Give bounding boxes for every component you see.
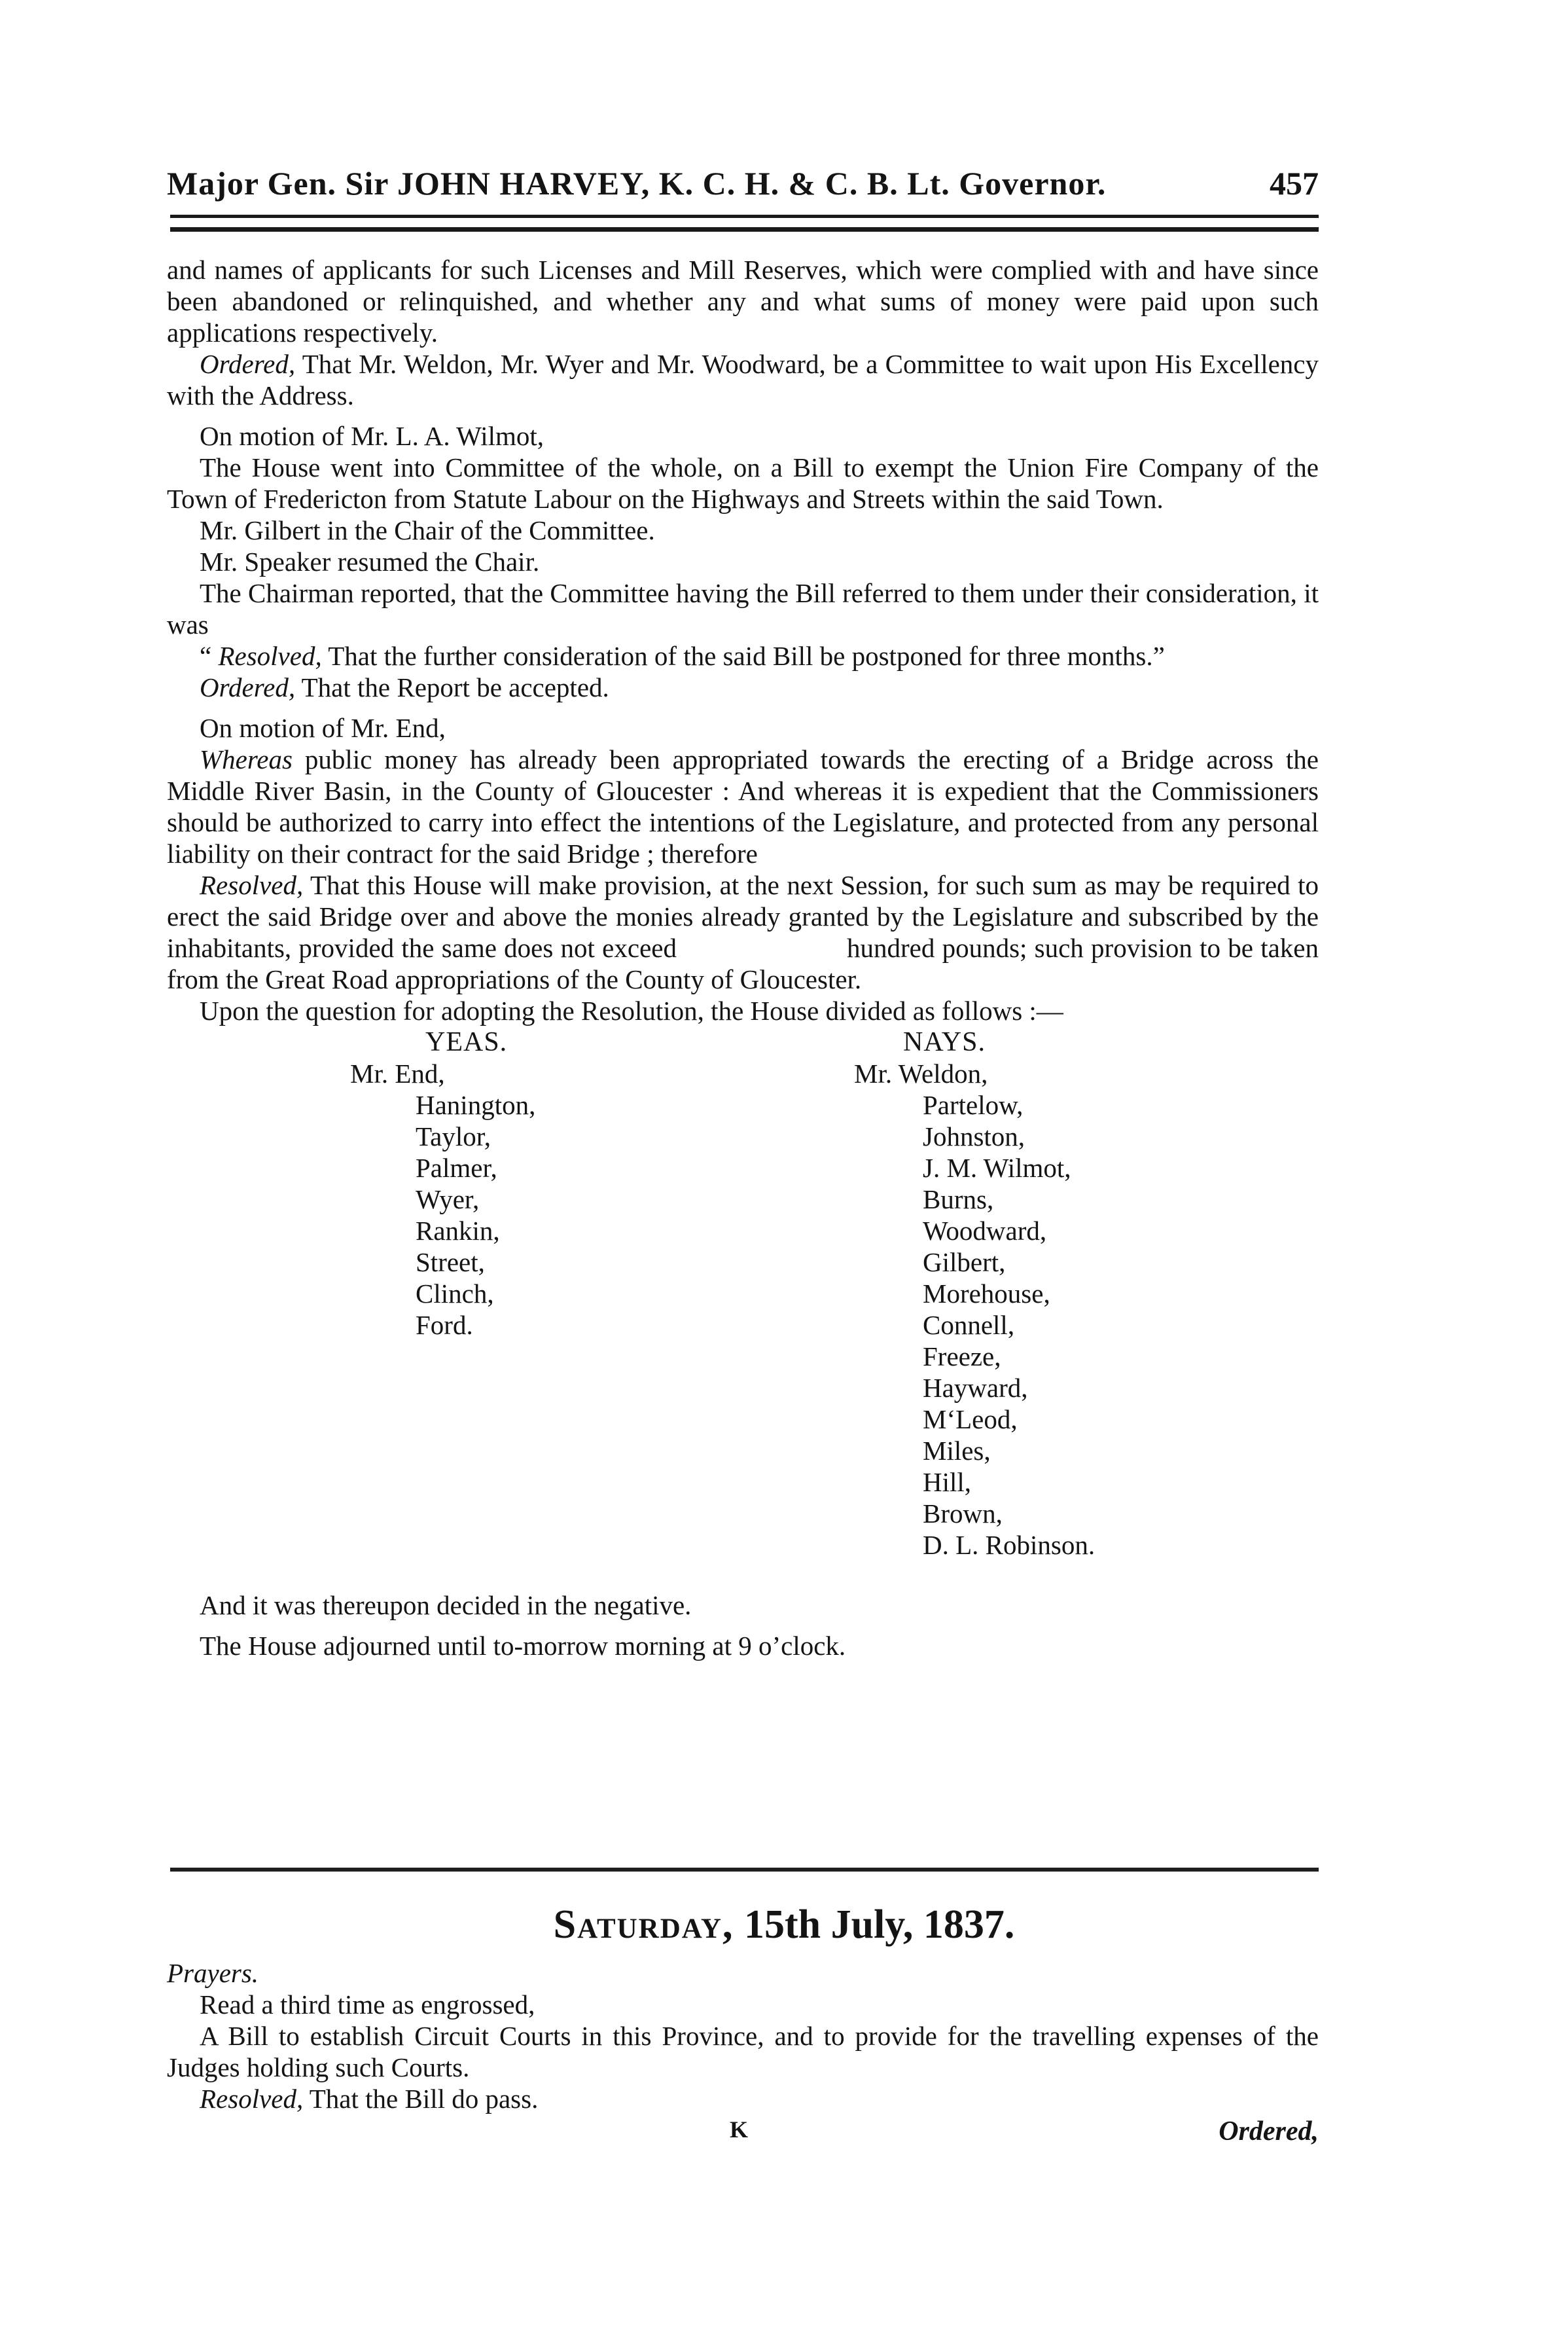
page-footer bbox=[167, 2116, 1319, 2148]
day-date: 15th July, 1837. bbox=[734, 1902, 1015, 1947]
paragraph-third-reading: Read a third time as engrossed, bbox=[200, 1989, 535, 2020]
ordered-label: Ordered, bbox=[200, 672, 296, 702]
ordered-label: Ordered, bbox=[200, 349, 296, 379]
paragraph-division-question: Upon the question for adopting the Resolution, the House divided as follows :— bbox=[200, 996, 1063, 1026]
resolved-label: Resolved, bbox=[200, 870, 304, 900]
nay-member: D. L. Robinson. bbox=[923, 1530, 1096, 1560]
page-number: 457 bbox=[1270, 165, 1319, 202]
yea-member: Hanington, bbox=[416, 1090, 536, 1120]
yea-member: Street, bbox=[416, 1247, 485, 1277]
nays-column bbox=[854, 1058, 1095, 1561]
nay-member: Partelow, bbox=[923, 1090, 1024, 1120]
nay-member: Gilbert, bbox=[923, 1247, 1006, 1277]
resolved-label: Resolved, bbox=[200, 2084, 304, 2114]
paragraph-negative: And it was thereupon decided in the negative. bbox=[200, 1590, 692, 1620]
nay-member: Miles, bbox=[923, 1436, 991, 1466]
paragraph-motion-wilmot: On motion of Mr. L. A. Wilmot, bbox=[200, 421, 544, 451]
paragraph-chair: Mr. Gilbert in the Chair of the Committee. bbox=[200, 515, 655, 545]
header-double-rule bbox=[170, 215, 1319, 232]
nay-member: Brown, bbox=[923, 1498, 1003, 1529]
yea-member: Clinch, bbox=[416, 1278, 494, 1309]
signature-mark: K bbox=[730, 2116, 749, 2143]
nay-member: Morehouse, bbox=[923, 1278, 1050, 1309]
day-name: Saturday, bbox=[553, 1902, 734, 1947]
paragraph-bill-pass: Resolved, That the Bill do pass. bbox=[200, 2084, 539, 2114]
paragraph-resolved-postpone: “ Resolved, That the further consideration of the said Bill be postponed for three months.” bbox=[200, 641, 1165, 671]
paragraph-motion-end: On motion of Mr. End, bbox=[200, 713, 446, 743]
nay-member: M‘Leod, bbox=[923, 1404, 1018, 1434]
nay-member: Connell, bbox=[923, 1310, 1015, 1340]
resolved-label: Resolved, bbox=[218, 641, 322, 671]
nay-member: Burns, bbox=[923, 1184, 994, 1214]
yea-member: Taylor, bbox=[416, 1121, 491, 1151]
yeas-heading: YEAS. bbox=[425, 1027, 508, 1057]
paragraph-chairman-report: The Chairman reported, that the Committee having the Bill referred to them under their consideration, it was bbox=[167, 578, 1319, 640]
nay-member: Hill, bbox=[923, 1467, 972, 1497]
yea-member: Palmer, bbox=[416, 1153, 497, 1183]
paragraph-circuit-courts-bill: A Bill to establish Circuit Courts in this Province, and to provide for the travelling expenses of the Judges holding such Courts. bbox=[167, 2021, 1319, 2082]
section-divider-rule bbox=[170, 1868, 1319, 1872]
nay-member: Mr. Weldon, bbox=[854, 1059, 988, 1089]
yea-member: Mr. End, bbox=[350, 1059, 445, 1089]
day-entries bbox=[167, 1957, 1319, 2114]
nay-member: Freeze, bbox=[923, 1341, 1001, 1371]
paragraph-ordered-committee: Ordered, That Mr. Weldon, Mr. Wyer and Mr. Woodward, be a Committee to wait upon His Excellency with the Address. bbox=[167, 349, 1319, 410]
nay-member: J. M. Wilmot, bbox=[923, 1153, 1071, 1183]
paragraph-resolved-bridge: Resolved, That this House will make provision, at the next Session, for such sum as may be required to erect the said Bridge over and above the monies already granted by the Legislature and subscribed by the inhabitants, provided the same does not exceed hundred pounds; such provision to be taken from the Great Road appropriations of the County of Gloucester. bbox=[167, 870, 1319, 994]
journal-body bbox=[167, 254, 1319, 1661]
catchword: Ordered, bbox=[1219, 2116, 1319, 2147]
paragraph-whereas: Whereas public money has already been appropriated towards the erecting of a Bridge across the Middle River Basin, in the County of Gloucester : And whereas it is expedient that the Commissioners should be authorized to carry into effect the intentions of the Legislature, and protected from any personal liability on their contract for the said Bridge ; therefore bbox=[167, 744, 1319, 869]
paragraph-ordered-report: Ordered, That the Report be accepted. bbox=[200, 672, 609, 702]
nay-member: Hayward, bbox=[923, 1373, 1028, 1403]
yeas-column bbox=[350, 1058, 535, 1341]
nays-heading: NAYS. bbox=[903, 1027, 986, 1057]
yea-member: Rankin, bbox=[416, 1216, 500, 1246]
division-list bbox=[167, 1026, 1319, 1589]
prayers-label: Prayers. bbox=[167, 1958, 259, 1988]
paragraph-speaker: Mr. Speaker resumed the Chair. bbox=[200, 547, 540, 577]
paragraph-adjourned: The House adjourned until to-morrow morning at 9 o’clock. bbox=[200, 1631, 846, 1661]
running-title: Major Gen. Sir JOHN HARVEY, K. C. H. & C. B. Lt. Governor. bbox=[167, 165, 1107, 202]
yea-member: Wyer, bbox=[416, 1184, 480, 1214]
nay-member: Woodward, bbox=[923, 1216, 1047, 1246]
yea-member: Ford. bbox=[416, 1310, 473, 1340]
whereas-label: Whereas bbox=[200, 744, 293, 774]
nay-member: Johnston, bbox=[923, 1121, 1025, 1151]
paragraph-licenses: and names of applicants for such Licenses and Mill Reserves, which were complied with and have since been abandoned or relinquished, and whether any and what sums of money were paid upon such applications respectively. bbox=[167, 255, 1319, 348]
paragraph-fire-company-bill: The House went into Committee of the whole, on a Bill to exempt the Union Fire Company of the Town of Fredericton from Statute Labour on the Highways and Streets within the said Town. bbox=[167, 452, 1319, 514]
day-heading bbox=[0, 1902, 1568, 1948]
